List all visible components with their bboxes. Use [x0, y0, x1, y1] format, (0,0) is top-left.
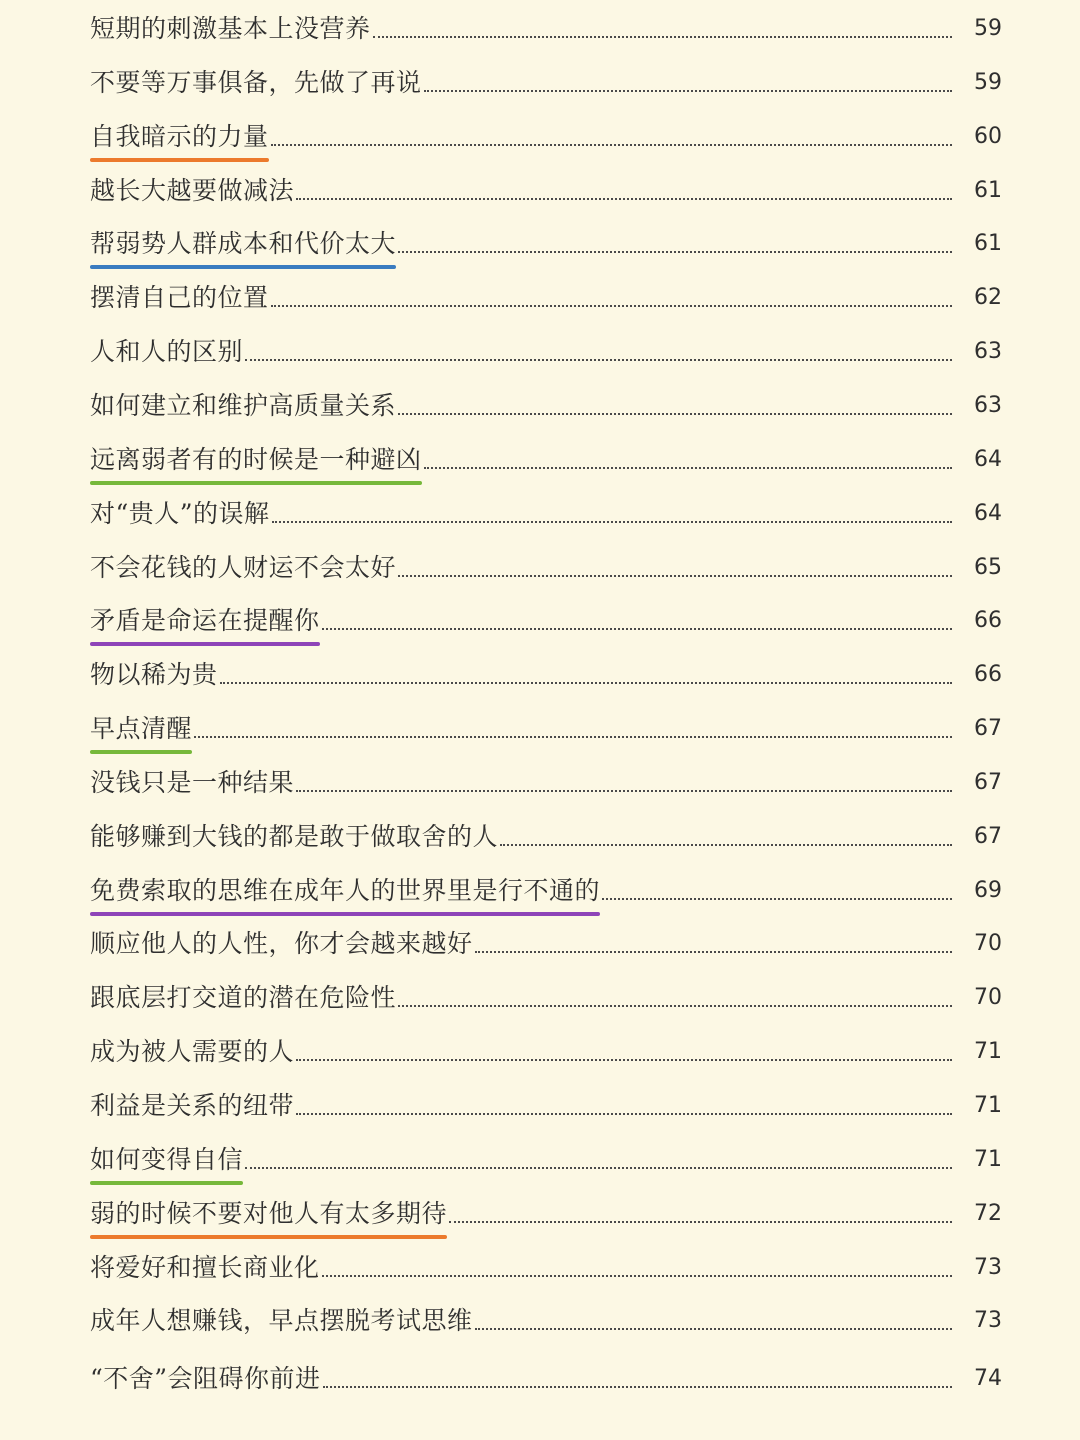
toc-entry[interactable]: [90, 810, 1002, 856]
toc-entry-title: 如何建立和维护高质量关系: [90, 390, 397, 420]
toc-entry[interactable]: [90, 917, 1002, 963]
toc-entry[interactable]: [90, 541, 1002, 587]
dot-leader: [322, 628, 952, 630]
toc-entry[interactable]: [90, 164, 1002, 210]
toc-entry-page-number: 73: [974, 1308, 1002, 1334]
dot-leader: [398, 1005, 952, 1007]
toc-entry-page-number: 60: [974, 123, 1002, 149]
toc-entry-page-number: 71: [974, 1039, 1002, 1065]
dot-leader: [373, 36, 952, 38]
toc-entry[interactable]: [90, 1025, 1002, 1071]
toc-entry-title: 如何变得自信: [90, 1143, 243, 1179]
dot-leader: [245, 359, 952, 361]
toc-entry-page-number: 64: [974, 446, 1002, 472]
toc-entry-title: 早点清醒: [90, 712, 192, 748]
toc-entry[interactable]: [90, 1133, 1002, 1179]
toc-entry[interactable]: [90, 756, 1002, 802]
highlight-underline: [90, 265, 396, 269]
toc-entry-page-number: 73: [974, 1254, 1002, 1280]
toc-entry-title: 能够赚到大钱的都是敢于做取舍的人: [90, 821, 499, 851]
highlight-underline: [90, 642, 320, 646]
dot-leader: [245, 1167, 952, 1169]
toc-entry-title: 免费索取的思维在成年人的世界里是行不通的: [90, 874, 600, 910]
toc-entry-title: 帮弱势人群成本和代价太大: [90, 227, 396, 263]
toc-entry-page-number: 64: [974, 500, 1002, 526]
dot-leader: [296, 1113, 952, 1115]
toc-entry[interactable]: [90, 110, 1002, 156]
dot-leader: [296, 198, 952, 200]
toc-entry[interactable]: [90, 648, 1002, 694]
toc-entry[interactable]: [90, 2, 1002, 48]
toc-entry-page-number: 65: [974, 554, 1002, 580]
toc-entry-title: 顺应他人的人性，你才会越来越好: [90, 929, 473, 959]
dot-leader: [398, 575, 952, 577]
dot-leader: [398, 251, 952, 253]
highlight-underline: [90, 912, 600, 916]
dot-leader: [272, 521, 952, 523]
toc-entry-page-number: 66: [974, 662, 1002, 688]
toc-entry-page-number: 67: [974, 716, 1002, 742]
toc-entry[interactable]: [90, 1187, 1002, 1233]
toc-entry-page-number: 72: [974, 1200, 1002, 1226]
dot-leader: [323, 1386, 952, 1388]
dot-leader: [322, 1275, 952, 1277]
toc-entry[interactable]: [90, 594, 1002, 640]
dot-leader: [602, 898, 952, 900]
highlight-underline: [90, 481, 422, 485]
dot-leader: [296, 790, 952, 792]
toc-entry[interactable]: [90, 433, 1002, 479]
toc-entry-title: 跟底层打交道的潜在危险性: [90, 983, 397, 1013]
highlight-underline: [90, 750, 192, 754]
dot-leader: [271, 305, 952, 307]
toc-entry-title: 物以稀为贵: [90, 660, 218, 690]
highlight-underline: [90, 1181, 243, 1185]
toc-entry-title: “不舍”会阻碍你前进: [90, 1364, 321, 1394]
dot-leader: [398, 413, 952, 415]
toc-entry[interactable]: [90, 971, 1002, 1017]
toc-entry-page-number: 74: [974, 1366, 1002, 1392]
toc-entry-page-number: 69: [974, 877, 1002, 903]
toc-entry[interactable]: [90, 1079, 1002, 1125]
toc-entry-title: 利益是关系的纽带: [90, 1091, 295, 1120]
toc-entry[interactable]: [90, 702, 1002, 748]
toc-entry-page-number: 67: [974, 823, 1002, 849]
dot-leader: [424, 467, 952, 469]
toc-entry[interactable]: [90, 1294, 1002, 1340]
toc-entry-title: 将爱好和擅长商业化: [90, 1252, 320, 1282]
toc-entry-title: 不要等万事俱备，先做了再说: [90, 67, 422, 97]
toc-entry-title: 越长大越要做减法: [90, 175, 295, 205]
dot-leader: [449, 1221, 952, 1223]
toc-entry-title: 没钱只是一种结果: [90, 767, 295, 797]
toc-entry-title: 自我暗示的力量: [90, 120, 269, 156]
toc-entry[interactable]: [90, 1241, 1002, 1287]
toc-entry-page-number: 71: [974, 1093, 1002, 1118]
toc-entry-title: 成年人想赚钱，早点摆脱考试思维: [90, 1306, 473, 1336]
toc-entry-page-number: 67: [974, 769, 1002, 795]
toc-entry-title: 成为被人需要的人: [90, 1037, 295, 1067]
highlight-underline: [90, 158, 269, 162]
toc-entry[interactable]: [90, 56, 1002, 102]
toc-entry-page-number: 61: [974, 231, 1002, 257]
dot-leader: [500, 844, 952, 846]
toc-entry[interactable]: [90, 325, 1002, 371]
dot-leader: [194, 736, 952, 738]
toc-entry-page-number: 62: [974, 285, 1002, 311]
toc-entry[interactable]: [90, 271, 1002, 317]
toc-entry-title: 弱的时候不要对他人有太多期待: [90, 1197, 447, 1233]
toc-entry[interactable]: [90, 1352, 1002, 1398]
toc-entry-page-number: 66: [974, 608, 1002, 634]
toc-entry-title: 摆清自己的位置: [90, 283, 269, 313]
dot-leader: [475, 1328, 952, 1330]
toc-entry-title: 远离弱者有的时候是一种避凶: [90, 443, 422, 479]
toc-entry-page-number: 71: [974, 1146, 1002, 1172]
dot-leader: [475, 951, 952, 953]
dot-leader: [271, 144, 952, 146]
dot-leader: [220, 682, 952, 684]
toc-entry-page-number: 70: [974, 985, 1002, 1011]
toc-entry-title: 不会花钱的人财运不会太好: [90, 552, 397, 582]
toc-entry-page-number: 63: [974, 392, 1002, 418]
toc-entry-title: 短期的刺激基本上没营养: [90, 14, 371, 43]
toc-entry-page-number: 59: [974, 69, 1002, 95]
toc-entry-title: 人和人的区别: [90, 337, 244, 367]
dot-leader: [424, 90, 952, 92]
toc-entry-title: 矛盾是命运在提醒你: [90, 604, 320, 640]
toc-entry-page-number: 70: [974, 931, 1002, 957]
toc-entry-title: 对“贵人”的误解: [90, 498, 270, 528]
toc-entry-page-number: 61: [974, 177, 1002, 203]
toc-entry[interactable]: [90, 487, 1002, 533]
toc-entry[interactable]: [90, 379, 1002, 425]
toc-entry-page-number: 59: [974, 16, 1002, 41]
toc-entry[interactable]: [90, 864, 1002, 910]
highlight-underline: [90, 1235, 447, 1239]
toc-entry[interactable]: [90, 217, 1002, 263]
dot-leader: [296, 1059, 952, 1061]
toc-entry-page-number: 63: [974, 339, 1002, 365]
